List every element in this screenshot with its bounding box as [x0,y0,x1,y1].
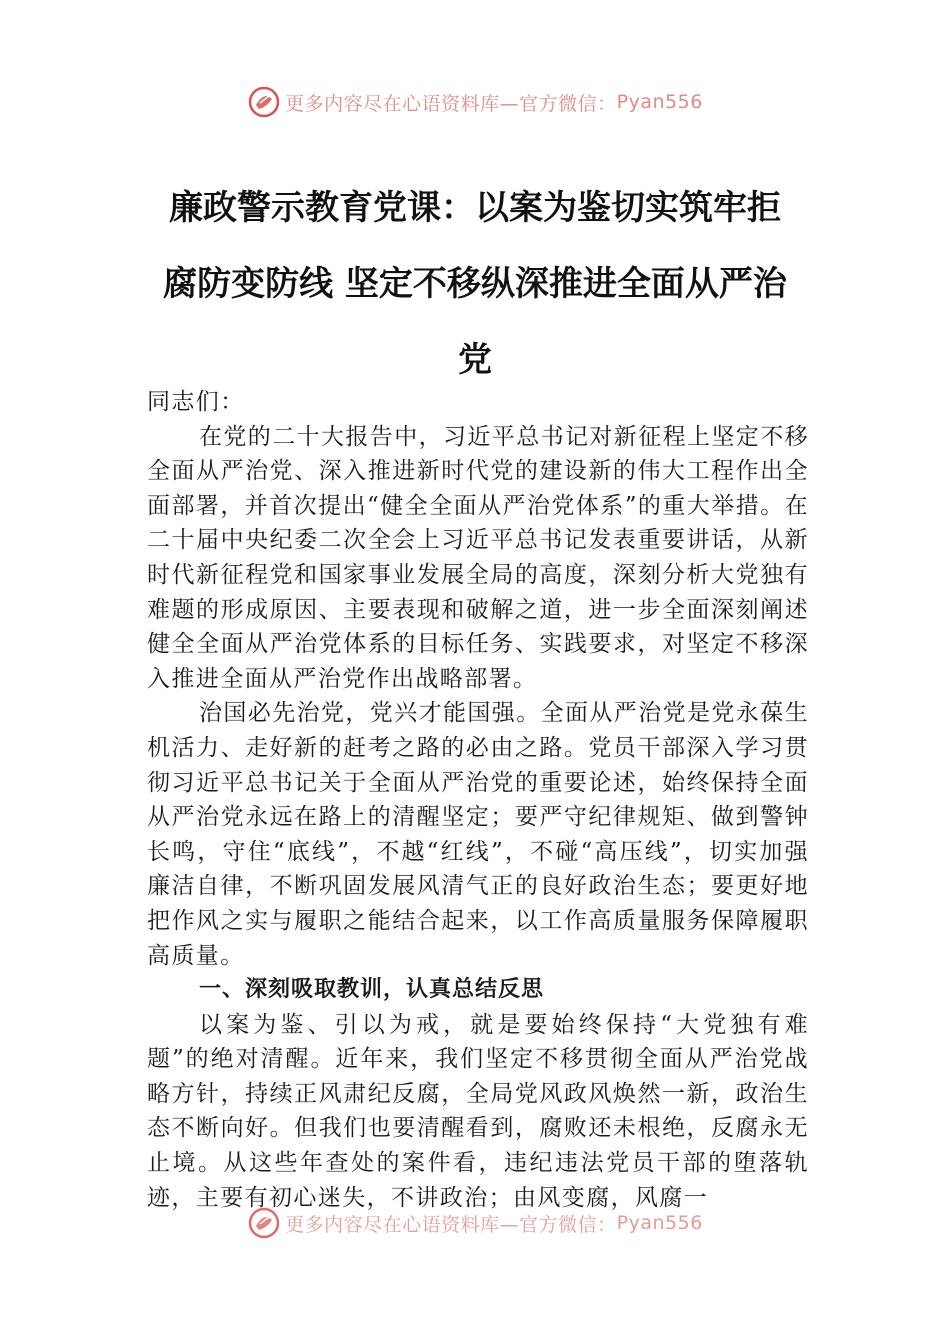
title-line: 廉政警示教育党课：以案为鉴切实筑牢拒 [169,188,781,228]
body-paragraph: 在党的二十大报告中，习近平总书记对新征程上坚定不移全面从严治党、深入推进新时代党的建设新的伟大工程作出全面部署，并首次提出“健全全面从严治党体系”的重大举措。在二十届中央纪委二次全会上习近平总书记发表重要讲话，从新时代新征程党和国家事业发展全局的高度，深刻分析大党独有难题的形成原因、主要表现和破解之道，进一步全面深刻阐述健全全面从严治党体系的目标任务、实践要求，对坚定不移深入推进全面从严治党作出战略部署。 [147,423,809,692]
watermark-text: 更多内容尽在心语资料库—官方微信： [285,1213,617,1236]
page-clip [147,1008,809,1215]
header-watermark [0,82,950,122]
document-title [140,170,810,398]
watermark-wechat-id: Pyan556 [616,1212,703,1234]
document-body [147,385,809,1215]
body-paragraph: 治国必先治党，党兴才能国强。全面从严治党是党永葆生机活力、走好新的赶考之路的必由之路。党员干部深入学习贯彻习近平总书记关于全面从严治党的重要论述，始终保持全面从严治党永远在路上的清醒坚定；要严守纪律规矩、做到警钟长鸣，守住“底线”，不越“红线”，不碰“高压线”，切实加强廉洁自律，不断巩固发展风清气正的良好政治生态；要更好地把作风之实与履职之能结合起来，以工作高质量服务保障履职高质量。 [147,700,809,969]
salutation: 同志们： [147,389,245,415]
section-heading: 一、深刻吸取教训，认真总结反思 [199,977,545,1003]
title-line: 腐防变防线 坚定不移纵深推进全面从严治 [163,264,787,304]
brand-logo-icon [247,1206,281,1240]
brand-logo-icon [247,85,281,119]
body-paragraph: 以案为鉴、引以为戒，就是要始终保持“大党独有难题”的绝对清醒。近年来，我们坚定不移贯彻全面从严治党战略方针，持续正风肃纪反腐，全局党风政风焕然一新，政治生态不断向好。但我们也要清醒看到，腐败还未根绝，反腐永无止境。从这些年查处的案件看，违纪违法党员干部的堕落轨迹，主要有初心迷失，不讲政治；由风变腐，风腐一 [147,1011,809,1211]
title-line: 党 [458,340,492,380]
footer-watermark [0,1203,950,1243]
watermark-wechat-id: Pyan556 [616,91,703,113]
watermark-text: 更多内容尽在心语资料库—官方微信： [285,92,617,115]
